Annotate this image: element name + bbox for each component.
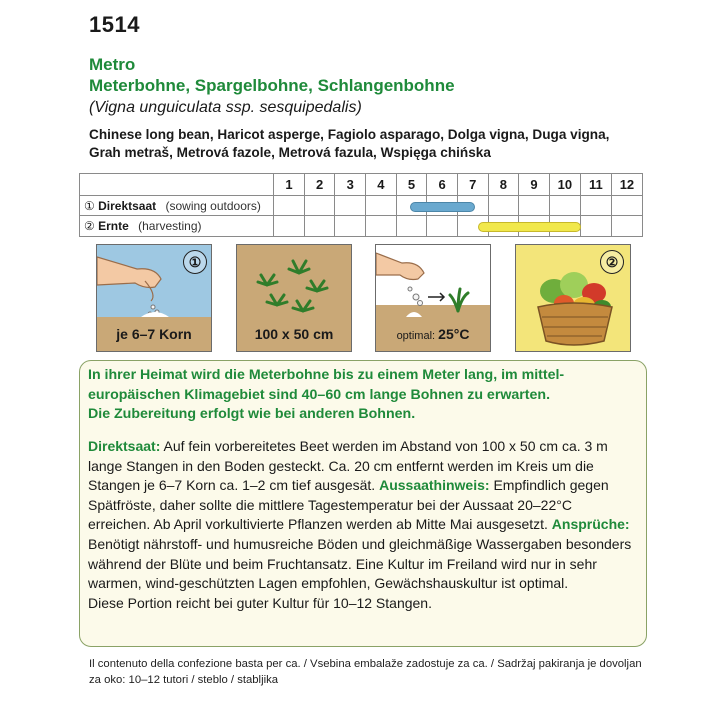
- growing-instructions: [88, 437, 638, 613]
- row-sublabel: (sowing outdoors): [165, 198, 261, 213]
- month-11: 11: [580, 174, 611, 196]
- month-8: 8: [488, 174, 519, 196]
- month-9: 9: [519, 174, 550, 196]
- german-names: Meterbohne, Spargelbohne, Schlangenbohne: [89, 76, 455, 95]
- step-badge-2: ②: [600, 250, 624, 274]
- panel-sowing: [96, 244, 212, 352]
- row-label: Ernte: [98, 219, 129, 234]
- intro-line-2: europäischen Klimagebiet sind 40–60 cm lange Bohnen zu erwarten.: [88, 386, 551, 403]
- month-6: 6: [427, 174, 458, 196]
- intro-line-1: In ihrer Heimat wird die Meterbohne bis zu einem Meter lang, im mittel-: [88, 367, 565, 383]
- calendar-corner: [80, 174, 274, 196]
- month-1: 1: [274, 174, 305, 196]
- month-10: 10: [549, 174, 580, 196]
- portion-text: Diese Portion reicht bei guter Kultur für 10–12 Stangen.: [88, 594, 432, 611]
- panel-caption-spacing: 100 x 50 cm: [254, 326, 334, 342]
- panel-harvest: [515, 244, 631, 352]
- international-names: [89, 126, 649, 162]
- intro-text: [88, 366, 638, 425]
- row-symbol: ①: [84, 198, 95, 213]
- month-3: 3: [335, 174, 366, 196]
- ansprueche-text: Benötigt nährstoff- und humusreiche Böden und gleichmäßige Wassergaben besonders während der Blüte und beim Fruchtansatz. Eine Kultur im Freiland wird nur in sehr warmen, wind-geschützten Lagen empfohlen, Gewächshauskultur ist optimal.: [88, 535, 632, 592]
- month-7: 7: [457, 174, 488, 196]
- month-5: 5: [396, 174, 427, 196]
- harvest-period-bar: [478, 222, 581, 232]
- international-names-line-1: Chinese long bean, Haricot asperge, Fagiolo asparago, Dolga vigna, Duga vigna,: [89, 127, 610, 142]
- panel-caption-seeds: je 6–7 Korn: [116, 326, 192, 342]
- panel-caption-temperature: [376, 317, 490, 351]
- panel-spacing: [236, 244, 352, 352]
- row-label: Direktsaat: [98, 198, 157, 213]
- row-symbol: ②: [84, 219, 95, 234]
- product-code: 1514: [89, 12, 140, 37]
- calendar-label-harvest: [80, 216, 274, 237]
- row-sublabel: (harvesting): [138, 219, 202, 234]
- month-2: 2: [304, 174, 335, 196]
- footer-translations: Il contenuto della confezione basta per ca. / Vsebina embalaže zadostuje za ca. / Sadržaj pakiranja je dovoljan za oko: 10–12 tutori / steblo / stabljika: [89, 658, 642, 686]
- direktsaat-heading: Direktsaat:: [88, 438, 161, 454]
- latin-name: (Vigna unguiculata ssp. sesquipedalis): [89, 99, 362, 116]
- international-names-line-2: Grah metraš, Metrová fazole, Metrová fazula, Wspięga chińska: [89, 145, 491, 160]
- aussaat-heading: Aussaathinweis:: [379, 477, 490, 494]
- ansprueche-heading: Ansprüche:: [551, 516, 630, 533]
- intro-line-3: Die Zubereitung erfolgt wie bei anderen Bohnen.: [88, 406, 416, 422]
- calendar-label-sowing: [80, 195, 274, 216]
- temperature-value: 25°C: [438, 326, 470, 342]
- step-badge-1: ①: [183, 250, 207, 274]
- direktsaat-text: Auf fein vorbereitetes Beet werden im Abstand von 100 x 50 cm ca. 3 m lange Stangen in den Boden gesteckt. Ca. 20 cm entfernt werden im Kreis um die Stangen je 6–7 Korn ca. 1–2 cm tief ausgesät.: [88, 438, 608, 494]
- aussaat-text: Empfindlich gegen Spätfröste, daher sollte die mittlere Tagestemperatur bei der Aussaat 20–22°C erreichen. Ab April vorkultivierte Pflanzen werden ab Mitte Mai ausgesetzt.: [88, 477, 609, 533]
- temperature-prefix: optimal:: [396, 330, 436, 342]
- calendar-header-row: [80, 174, 643, 196]
- sowing-period-bar: [410, 202, 475, 212]
- month-4: 4: [366, 174, 397, 196]
- panel-temperature: [375, 244, 491, 352]
- variety-name: Metro: [89, 55, 136, 74]
- month-12: 12: [611, 174, 642, 196]
- calendar-row-sowing: [80, 195, 643, 216]
